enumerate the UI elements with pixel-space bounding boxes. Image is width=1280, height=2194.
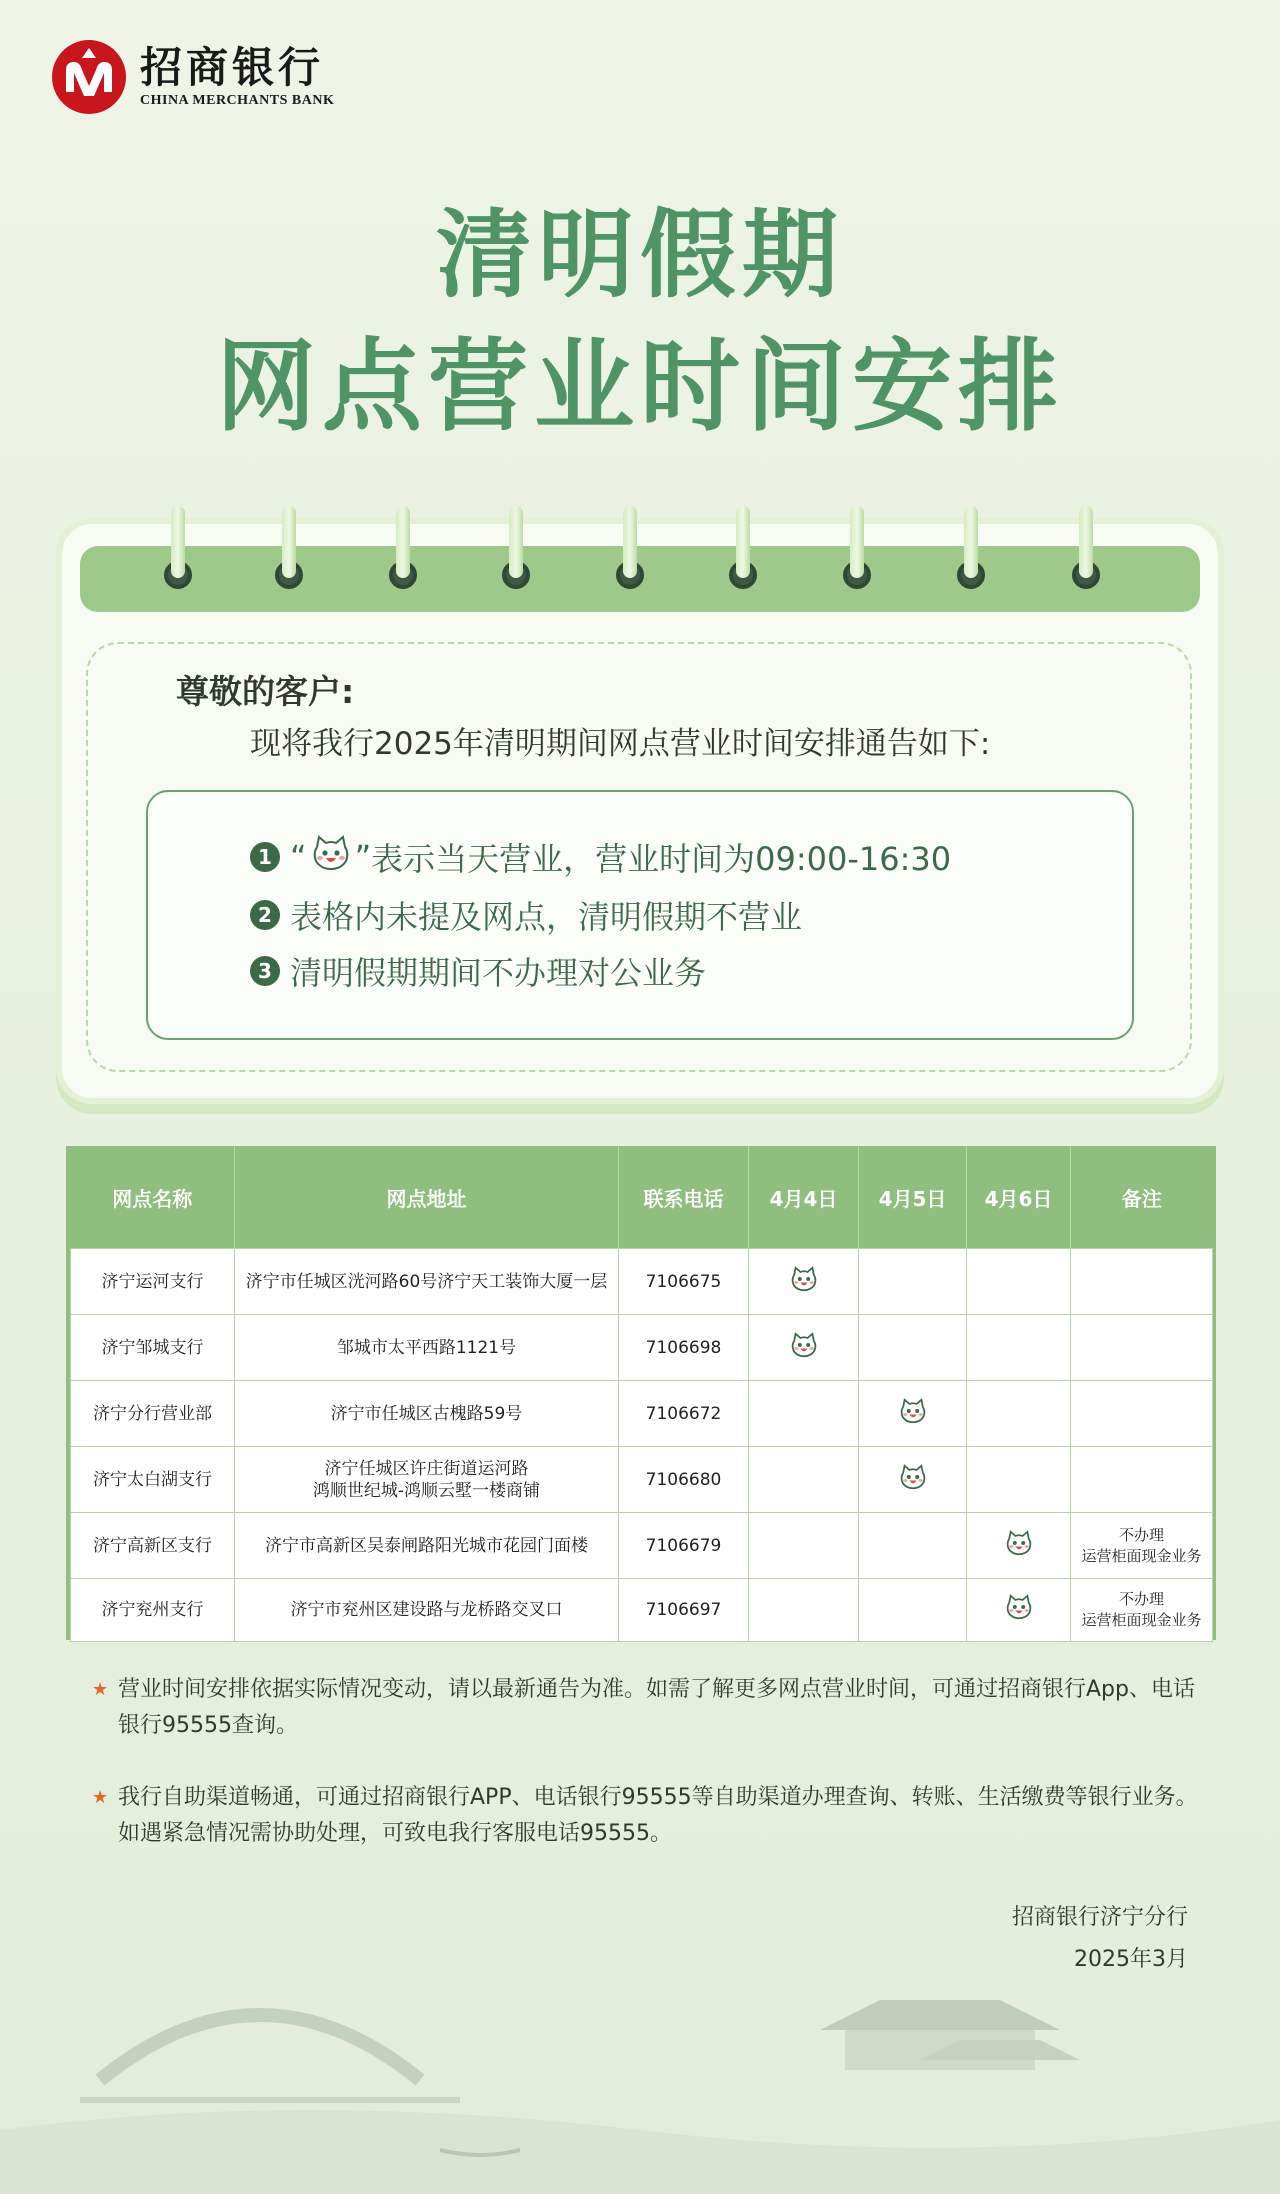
notice-item-text: 清明假期期间不办理对公业务: [290, 954, 707, 992]
table-row: [71, 1513, 1213, 1579]
day-cell-apr6: [967, 1579, 1071, 1642]
branch-phone: 7106679: [619, 1513, 749, 1579]
address-line: 济宁市兖州区建设路与龙桥路交叉口: [290, 1600, 563, 1620]
brand-logo: [52, 40, 334, 114]
day-cell-apr6: [967, 1447, 1071, 1513]
branch-schedule-table: [66, 1146, 1216, 1640]
day-cell-apr6: [967, 1513, 1071, 1579]
branch-address: [235, 1447, 619, 1513]
day-cell-apr5: [859, 1381, 967, 1447]
notice-item-3: [250, 948, 706, 994]
page-title-line2: 网点营业时间安排: [216, 328, 1064, 445]
cat-face-icon: [899, 1398, 927, 1430]
footnote-2: [92, 1780, 1202, 1852]
remark-line-2: 运营柜面现金业务: [1081, 1546, 1202, 1565]
col-header-apr5: 4月5日: [859, 1146, 967, 1249]
branch-address: [235, 1381, 619, 1447]
day-cell-apr6: [967, 1249, 1071, 1315]
cat-face-icon: [1005, 1530, 1033, 1562]
day-cell-apr4: [749, 1249, 859, 1315]
day-cell-apr4: [749, 1381, 859, 1447]
cat-face-icon: [311, 835, 351, 879]
remark-line: 不办理: [1118, 1525, 1164, 1544]
branch-remark: [1071, 1315, 1213, 1381]
branch-phone: 7106672: [619, 1381, 749, 1447]
remark-line-2: 运营柜面现金业务: [1081, 1611, 1202, 1629]
binder-ring-icon: [964, 506, 978, 578]
branch-remark: [1071, 1447, 1213, 1513]
footnote-text: 我行自助渠道畅通，可通过招商银行APP、电话银行95555等自助渠道办理查询、转账、生活缴费等银行业务。如遇紧急情况需协助处理，可致电我行客服电话95555。: [118, 1785, 1198, 1846]
notice-greeting: 尊敬的客户:: [176, 672, 355, 711]
cat-face-icon: [1005, 1594, 1033, 1626]
col-header-apr4: 4月4日: [749, 1146, 859, 1249]
branch-name: 济宁邹城支行: [71, 1315, 235, 1381]
item-number-badge: 1: [250, 842, 280, 872]
footnote-1: [92, 1672, 1202, 1744]
table-row: [71, 1249, 1213, 1315]
cat-face-icon: [899, 1464, 927, 1496]
address-line: 济宁市任城区洸河路60号济宁天工装饰大厦一层: [245, 1271, 608, 1292]
branch-address: [235, 1249, 619, 1315]
footnote-text: 营业时间安排依据实际情况变动，请以最新通告为准。如需了解更多网点营业时间，可通过招商银行App、电话银行95555查询。: [118, 1677, 1195, 1738]
remark-line: 不办理: [1118, 1590, 1164, 1608]
table-row: [71, 1579, 1213, 1642]
binder-ring-icon: [1079, 506, 1093, 578]
day-cell-apr5: [859, 1579, 967, 1642]
branch-address: [235, 1579, 619, 1642]
branch-remark: [1071, 1381, 1213, 1447]
branch-phone: 7106675: [619, 1249, 749, 1315]
star-icon: ★: [92, 1787, 109, 1808]
ink-landscape-decoration: [0, 1960, 1280, 2194]
page-title-line1: 清明假期: [436, 199, 844, 311]
table-row: [71, 1447, 1213, 1513]
branch-remark: [1071, 1579, 1213, 1642]
bank-logo-icon: [52, 40, 126, 114]
table-header-row: [71, 1146, 1213, 1249]
day-cell-apr6: [967, 1315, 1071, 1381]
cat-face-icon: [790, 1266, 818, 1298]
col-header-address: 网点地址: [235, 1146, 619, 1249]
day-cell-apr5: [859, 1249, 967, 1315]
notice-item-text: 表示当天营业，营业时间为09:00-16:30: [371, 840, 952, 878]
notice-item-2: [250, 892, 802, 938]
branch-phone: 7106698: [619, 1315, 749, 1381]
star-icon: ★: [92, 1679, 109, 1700]
day-cell-apr4: [749, 1447, 859, 1513]
notice-item-text: 表格内未提及网点，清明假期不营业: [290, 898, 803, 936]
branch-name: 济宁运河支行: [71, 1249, 235, 1315]
address-line-2: 鸿顺世纪城-鸿顺云墅一楼商铺: [312, 1480, 541, 1501]
branch-name: 济宁兖州支行: [71, 1579, 235, 1642]
branch-address: [235, 1315, 619, 1381]
branch-name: 济宁分行营业部: [71, 1381, 235, 1447]
item-number-badge: 3: [250, 956, 280, 986]
branch-remark: [1071, 1249, 1213, 1315]
quote-close: ”: [354, 838, 372, 876]
branch-name: 济宁高新区支行: [71, 1513, 235, 1579]
col-header-phone: 联系电话: [619, 1146, 749, 1249]
binder-ring-icon: [623, 506, 637, 578]
cat-face-icon: [790, 1332, 818, 1364]
day-cell-apr4: [749, 1513, 859, 1579]
brand-name-en: CHINA MERCHANTS BANK: [140, 93, 335, 108]
binder-ring-icon: [171, 506, 185, 578]
branch-phone: 7106680: [619, 1447, 749, 1513]
brand-name-cn: 招商银行: [140, 43, 325, 92]
binder-ring-icon: [282, 506, 296, 578]
binder-ring-icon: [736, 506, 750, 578]
binder-ring-icon: [396, 506, 410, 578]
address-line: 邹城市太平西路1121号: [336, 1337, 517, 1358]
branch-phone: 7106697: [619, 1579, 749, 1642]
branch-remark: [1071, 1513, 1213, 1579]
day-cell-apr4: [749, 1579, 859, 1642]
col-header-apr6: 4月6日: [967, 1146, 1071, 1249]
address-line: 济宁市高新区吴泰闸路阳光城市花园门面楼: [265, 1535, 588, 1556]
branch-name: 济宁太白湖支行: [71, 1447, 235, 1513]
day-cell-apr6: [967, 1381, 1071, 1447]
item-number-badge: 2: [250, 900, 280, 930]
address-line: 济宁任城区许庄街道运河路: [324, 1458, 529, 1479]
table-row: [71, 1381, 1213, 1447]
binder-ring-icon: [509, 506, 523, 578]
day-cell-apr4: [749, 1315, 859, 1381]
day-cell-apr5: [859, 1447, 967, 1513]
notice-intro: 现将我行2025年清明期间网点营业时间安排通告如下:: [250, 726, 991, 762]
day-cell-apr5: [859, 1315, 967, 1381]
table-row: [71, 1315, 1213, 1381]
col-header-name: 网点名称: [71, 1146, 235, 1249]
binder-ring-icon: [850, 506, 864, 578]
day-cell-apr5: [859, 1513, 967, 1579]
address-line: 济宁市任城区古槐路59号: [330, 1403, 523, 1424]
signature-org: 招商银行济宁分行: [1011, 1905, 1188, 1930]
quote-open: “: [290, 838, 307, 876]
col-header-remark: 备注: [1071, 1146, 1213, 1249]
notice-item-1: [250, 834, 951, 880]
signature-date: 2025年3月: [1074, 1947, 1188, 1972]
branch-address: [235, 1513, 619, 1579]
